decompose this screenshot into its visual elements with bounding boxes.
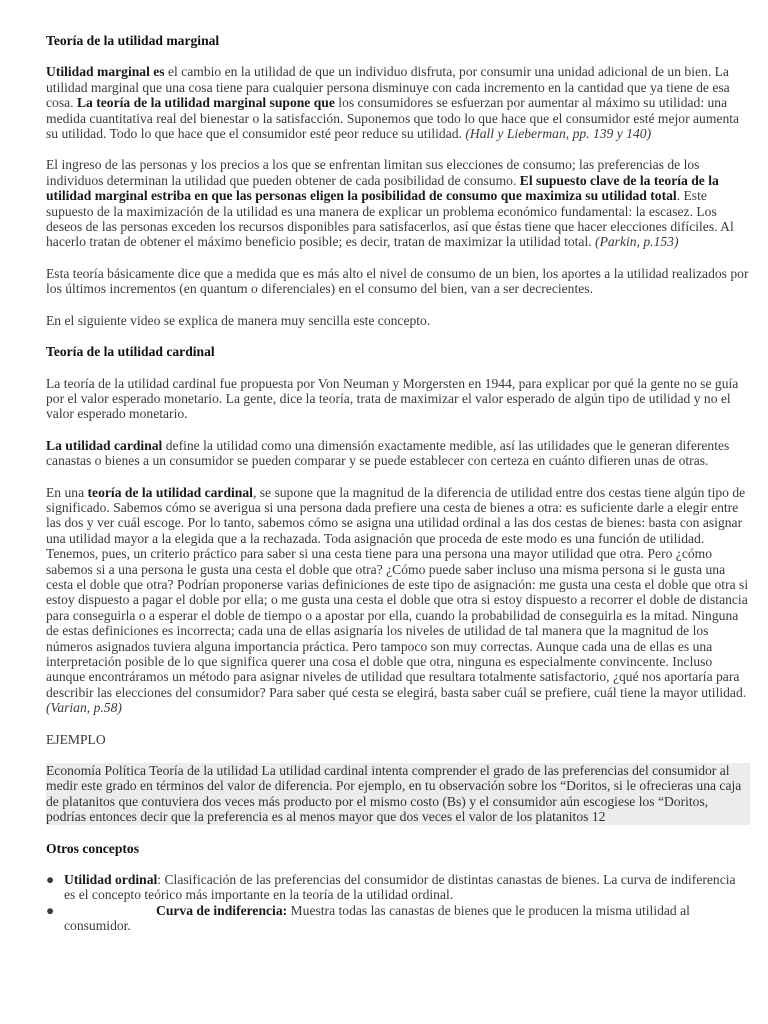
bullet-icon: ●: [46, 872, 55, 888]
paragraph-cardinal-origin: La teoría de la utilidad cardinal fue propuesta por Von Neuman y Morgersten en 1944, para explicar por qué la gente no se guía por el valor esperado monetario. La gente, dice la teoría, trata de maximizar el valor esperado de algún tipo de utilidad y no el valor esperado monetario.: [46, 375, 739, 422]
bold-term: teoría de la utilidad cardinal: [87, 484, 253, 500]
citation: (Hall y Lieberman, pp. 139 y 140): [465, 126, 652, 142]
section-title-otros-conceptos: Otros conceptos: [46, 840, 140, 856]
bullet-icon: ●: [46, 902, 55, 918]
bullet-item-utilidad-ordinal: ● Utilidad ordinal: Clasificación de las preferencias del consumidor de distintas canastas de bienes. La curva de indiferencia es el concepto teórico más importante en la teoría de la utilidad ordinal.: [46, 872, 736, 903]
example-label: EJEMPLO: [46, 731, 106, 747]
paragraph-marginal-summary: Esta teoría básicamente dice que a medida que es más alto el nivel de consumo de un bien, los aportes a la utilidad realizados por los últimos incrementos (en quantum o diferenciales) en el consumo del bien, van a ser decrecientes.: [46, 265, 749, 297]
bullet-item-curva-indiferencia: ● Curva de indiferencia: Muestra todas las canastas de bienes que le producen la misma utilidad al consumidor.: [46, 902, 690, 934]
citation: (Parkin, p.153): [595, 234, 679, 250]
section-title-utilidad-cardinal: Teoría de la utilidad cardinal: [46, 344, 215, 360]
example-text-block: Economía Política Teoría de la utilidad La utilidad cardinal intenta comprender el grado de las preferencias del consumidor al medir este grado en términos del valor de diferencia. Por ejemplo, en tu observación sobre los “Doritos, si le ofrecieras una caja de platanitos que contuviera dos veces más producto por el mismo costo (Bs) y el consumidor aún escogiese los “Doritos, podrías entonces decir que la preferencia es al menos mayor que dos veces el valor de los platanitos 12: [46, 763, 750, 825]
bold-term: La teoría de la utilidad marginal supone que: [76, 95, 335, 111]
paragraph-marginal-income: El ingreso de las personas y los precios a los que se enfrentan limitan sus elecciones de consumo; las preferencias de los individuos determinan la utilidad que pueden obtener de cada posibilidad de consumo. El supuesto clave de la teoría de la utilidad marginal estriba en que las personas eligen la posibilidad de consumo que maximiza su utilidad total. Este supuesto de la maximización de la utilidad es una manera de explicar un problema económico fundamental: la escasez. Los deseos de las personas exceden los recursos disponibles para satisfacerlos, así que éstas tiene que hacer elecciones difíciles. Al hacerlo tratan de obtener el máximo beneficio posible; es decir, tratan de maximizar la utilidad total. (Parkin, p.153): [46, 157, 734, 250]
paragraph-cardinal-definition: La utilidad cardinal define la utilidad como una dimensión exactamente medible, así las utilidades que le generan diferentes canastas o bienes a un consumidor se pueden comparar y se puede establecer con certeza en cuánto difieren unas de otras.: [46, 437, 730, 469]
paragraph-video-note: En el siguiente video se explica de manera muy sencilla este concepto.: [46, 312, 431, 328]
bold-term: La utilidad cardinal: [46, 437, 163, 453]
section-title-utilidad-marginal: Teoría de la utilidad marginal: [46, 33, 220, 48]
paragraph-marginal-definition: Utilidad marginal es el cambio en la utilidad de que un individuo disfruta, por consumir una unidad adicional de un bien. La utilidad marginal que una cosa tiene para cualquier persona disminuye con cada incremento en la cantidad que ya tiene de esa cosa. La teoría de la utilidad marginal supone que los consumidores se esfuerzan por aumentar al máximo su utilidad: una medida cuantitativa real del bienestar o la satisfacción. Suponemos que todo lo que hace que el consumidor esté mejor aumenta su utilidad. Todo lo que hace que el consumidor esté peor reduce su utilidad. (Hall y Lieberman, pp. 139 y 140): [46, 64, 740, 142]
bold-term: Curva de indiferencia:: [156, 902, 288, 918]
citation: (Varian, p.58): [46, 700, 122, 716]
bold-term: Utilidad ordinal: [64, 872, 158, 888]
paragraph-cardinal-explanation: En una teoría de la utilidad cardinal, se supone que la magnitud de la diferencia de utilidad entre dos cestas tiene algún tipo de significado. Sabemos cómo se averigua si una persona dada prefiere una cesta de bienes a otra: es suficiente darle a elegir entre las dos y ver cuál escoge. Por lo tanto, sabemos cómo se asigna una utilidad ordinal a las dos cestas de bienes: basta con asignar una utilidad mayor a la elegida que a la rechazada. Toda asignación que proceda de este modo es una función de utilidad. Tenemos, pues, un criterio práctico para saber si una cesta tiene para una persona una mayor utilidad que otra. Pero ¿cómo sabemos si a una persona le gusta una cesta el doble que otra? ¿Cómo puede saber incluso una misma persona si le gusta una cesta el doble que otra? Podrían proponerse varias definiciones de este tipo de asignación: me gusta una cesta el doble que otra si estoy dispuesto a pagar el doble por ella; o me gusta una cesta el doble que otra si estoy dispuesto a recorrer el doble de distancia para conseguirla o a esperar el doble de tiempo o a apostar por ella, cuando la probabilidad de conseguirla es la mitad. Ninguna de estas definiciones es incorrecta; cada una de ellas asignaría los niveles de utilidad de tal manera que la magnitud de los números asignados tuviera alguna importancia práctica. Pero tampoco son muy correctas. Aunque cada una de ellas es una interpretación posible de lo que significa querer una cosa el doble que otra, ninguna es especialmente convincente. Incluso aunque encontráramos un método para asignar niveles de utilidad que resultara totalmente satisfactorio, ¿qué nos aportaría para describir las elecciones del consumidor? Para saber qué cesta se elegirá, basta saber cuál se prefiere, cuál tiene la mayor utilidad. (Varian, p.58): [46, 484, 749, 716]
bold-term: El supuesto clave de la teoría de la utilidad marginal estriba en que las personas eligen la posibilidad de consumo que maximiza su utilidad total: [46, 172, 719, 204]
document-page: [46, 33, 750, 934]
bold-term: Utilidad marginal es: [46, 64, 165, 80]
